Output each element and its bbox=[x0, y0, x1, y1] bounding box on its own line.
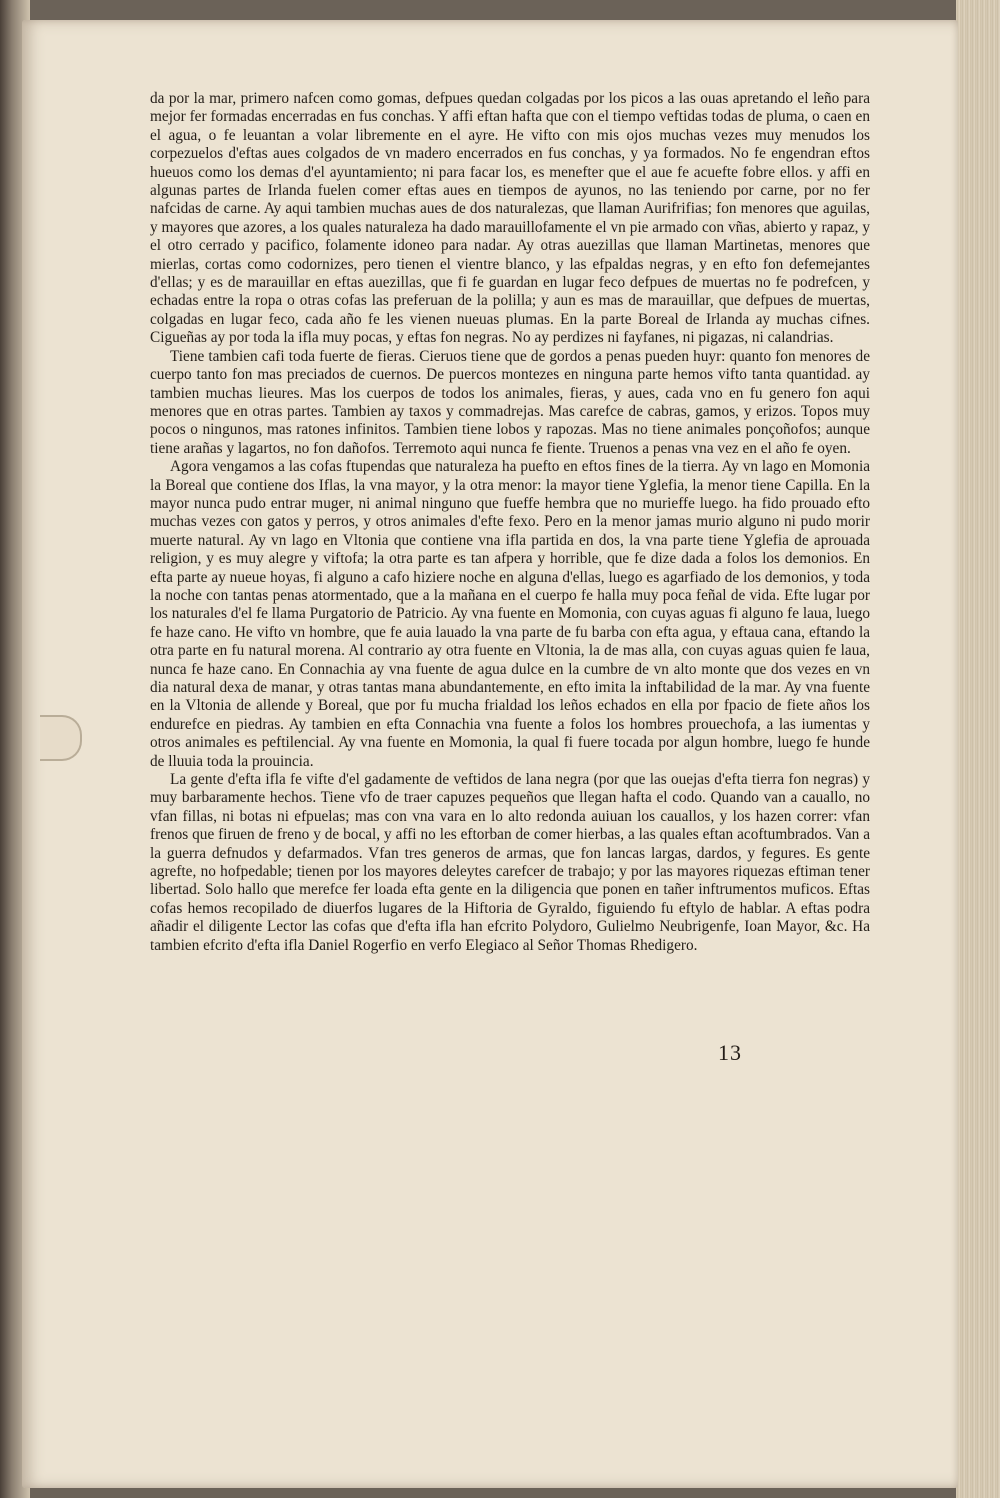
page-number: 13 bbox=[718, 1040, 742, 1065]
paragraph-4: La gente d'efta ifla fe vifte d'el gadamente de veftidos de lana negra (por que las ouejas d'efta tierra fon negras) y muy barbaramente hechos. Tiene vfo de traer capuzes pequeños que llegan hafta el codo. Quando van a cauallo, no vfan fillas, ni botas ni efpuelas; mas con vna vara en lo alto redonda auiuan los cauallos, y los hazen correr: vfan frenos que firuen de freno y de bocal, y affi no les eftorban de comer hierbas, a las quales eftan acoftumbrados. Van a la guerra defnudos y defarmados. Vfan tres generos de armas, que fon lancas largas, dardos, y fegures. Es gente agrefte, no hofpedable; tienen por los mayores deleytes carefcer de trabajo; y por las mayores riquezas eftiman tener libertad. Solo hallo que merefce fer loada efta gente en la diligencia que ponen en tañer inftrumentos muficos. Eftas cofas hemos recopilado de diuerfos lugares de la Hiftoria de Gyraldo, figuiendo fu eftylo de hablar. A eftas podra añadir el diligente Lector las cofas que d'efta ifla han efcrito Polydoro, Gulielmo Neubrigenfe, Ioan Mayor, &c. Ha tambien efcrito d'efta ifla Daniel Rogerfio en verfo Elegiaco al Señor Thomas Rhedigero. bbox=[150, 771, 870, 954]
paragraph-1: da por la mar, primero nafcen como gomas, defpues quedan colgadas por los picos a las ouas apretando el leño para mejor fer formadas encerradas en fus conchas. Y affi eftan hafta que con el tiempo veftidas todas de pluma, o caen en el agua, o fe leuantan a volar libremente en el ayre. He vifto con mis ojos muchas vezes muy menudos los corpezuelos d'eftas aues colgados de vn madero encerrados en fus conchas, y ya formados. No fe engendran eftos hueuos como los demas d'el ayuntamiento; ni para facar los, es menefter que el aue fe acuefte fobre ellos. y affi en algunas partes de Irlanda fuelen comer eftas aues en tiempos de ayunos, no las teniendo por carne, por no fer nafcidas de carne. Ay aqui tambien muchas aues de dos naturalezas, que llaman Aurifrifias; fon menores que aguilas, y mayores que azores, a los quales naturaleza ha dado marauillofamente el vn pie armado con vñas, abierto y rapaz, y el otro cerrado y pacifico, folamente idoneo para nadar. Ay otras auezillas que llaman Martinetas, menores que mierlas, cortas como codornizes, pero tienen el vientre blanco, y las efpaldas negras, y en efto fon defemejantes d'ellas; y es de marauillar en eftas auezillas, que fi fe guardan en lugar feco defpues de muertas no fe podrefcen, y echadas entre la ropa o otras cofas las preferuan de la polilla; y aun es mas de marauillar, que defpues de muertas, colgadas en lugar feco, cada año fe les vienen nueuas plumas. En la parte Boreal de Irlanda ay muchas cifnes. Cigueñas ay por toda la ifla muy pocas, y eftas fon negras. No ay perdizes ni fayfanes, ni pigazas, ni calandrias. bbox=[150, 90, 870, 347]
page-edges bbox=[956, 0, 1000, 1498]
body-text bbox=[150, 90, 870, 955]
paragraph-2: Tiene tambien cafi toda fuerte de fieras. Cieruos tiene que de gordos a penas pueden huyr: quanto fon menores de cuerpo tanto fon mas preciados de cuernos. De puercos montezes en ninguna parte hemos vifto tanta quantidad. ay tambien muchas lieures. Mas los cuerpos de todos los animales, fieras, y aues, cada vno en fu genero fon aqui menores que en otras partes. Tambien ay taxos y commadrejas. Mas carefce de cabras, gamos, y erizos. Topos muy pocos o ningunos, mas ratones infinitos. Tambien tiene lobos y rapozas. Mas no tiene animales ponçoñofos; aunque tiene arañas y lagartos, no fon dañofos. Terremoto aqui nunca fe fiente. Truenos a penas vna vez en el año fe oyen. bbox=[150, 347, 870, 457]
paper-tab bbox=[40, 715, 82, 761]
paragraph-3: Agora vengamos a las cofas ftupendas que naturaleza ha puefto en eftos fines de la tierra. Ay vn lago en Momonia la Boreal que contiene dos Iflas, la vna mayor, y la otra menor: la mayor tiene Yglefia, la menor tiene Capilla. En la mayor nunca pudo entrar muger, ni animal ninguno que fueffe hembra que no murieffe luego. ha fido prouado efto muchas vezes con gatos y perros, y otros animales d'efte fexo. Pero en la menor jamas murio alguno ni pudo morir muerte natural. Ay vn lago en Vltonia que contiene vna ifla partida en dos, la vna parte tiene Yglefia de aprouada religion, y es muy alegre y viftofa; la otra parte es tan afpera y horrible, que fe dize dada a folos los demonios. En efta parte ay nueue hoyas, fi alguno a cafo hiziere noche en alguna d'ellas, luego es agarfiado de los demonios, y toda la noche con tantas penas atormentado, que a la mañana en el cuerpo fe halla muy poca feñal de vida. Efte lugar por los naturales d'el fe llama Purgatorio de Patricio. Ay vna fuente en Momonia, con cuyas aguas fi alguno fe laua, luego fe haze cano. He vifto vn hombre, que fe auia lauado la vna parte de fu barba con efta agua, y eftaua cana, eftando la otra parte en fu natural morena. Al contrario ay otra fuente en Vltonia, la de mas alla, con cuyas aguas quien fe laua, nunca fe haze cano. En Connachia ay vna fuente de agua dulce en la cumbre de vn alto monte que dos vezes en vn dia natural dexa de manar, y otras tantas mana abundantemente, en efto imita la inftabilidad de la mar. Ay vna fuente en la Vltonia de allende y Boreal, que por fu mucha frialdad los leños echados en ella por fpacio de fiete años los endurefce en piedras. Ay tambien en efta Connachia vna fuente a folos los hombres prouechofa, a las iumentas y otros animales es peftilencial. Ay vna fuente en Momonia, la qual fi fuere tocada por algun hombre, luego fe hunde de lluuia toda la prouincia. bbox=[150, 458, 870, 770]
